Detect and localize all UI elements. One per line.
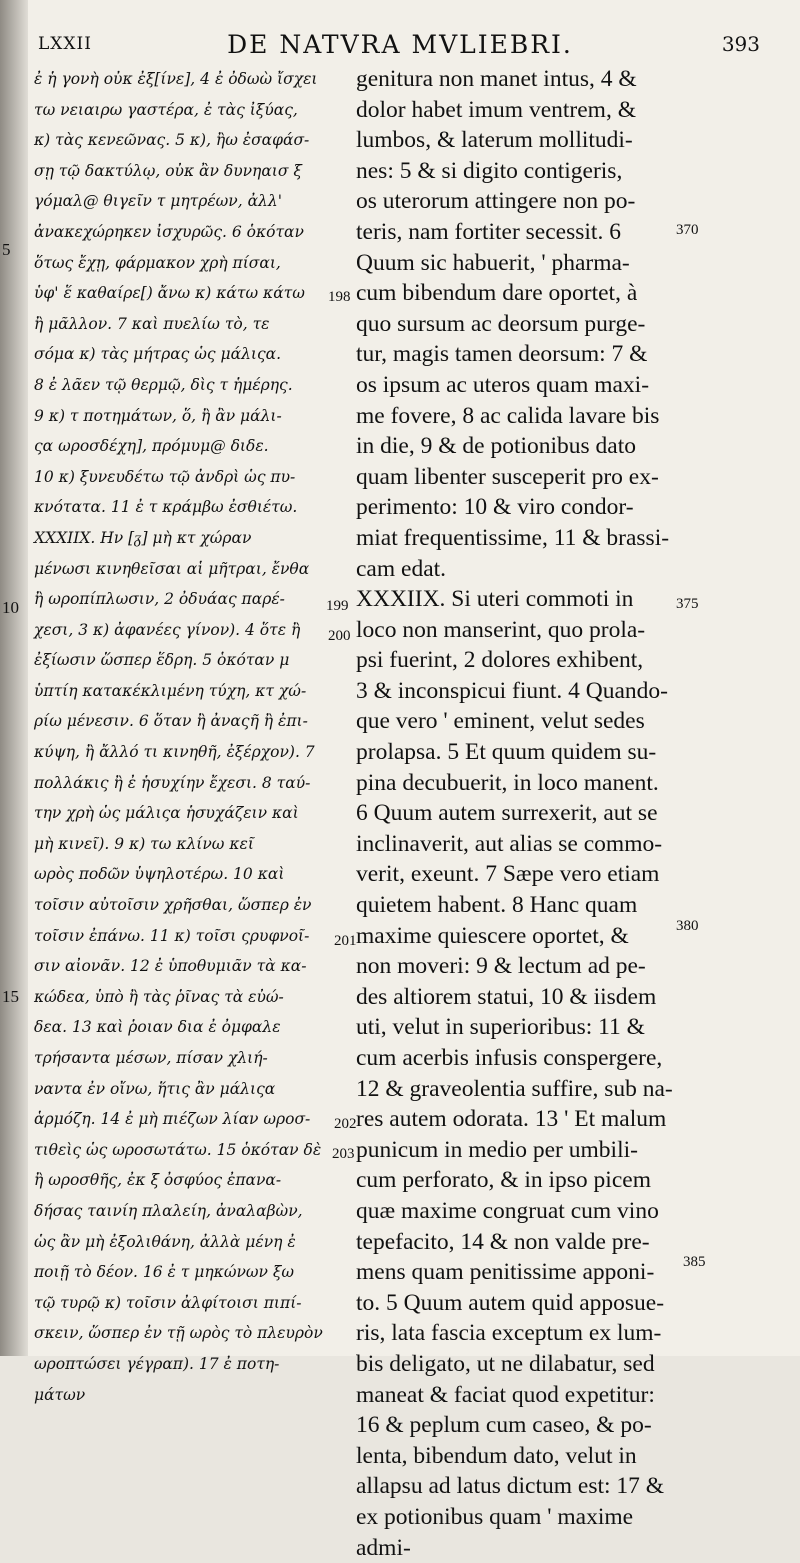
latin-text-line: perimento: 10 & viro condor-	[356, 492, 686, 523]
greek-text-line: ωροπτώσει γέγραπ). 17 ἐ ποτη-	[34, 1349, 344, 1380]
greek-text-line: ἢ ωροπίπλωσιν, 2 ὀδυάας παρέ-	[34, 584, 344, 615]
greek-text-line: χεσι, 3 κ) ἀφανέες γίνον). 4 ὅτε ἢ	[34, 615, 344, 646]
latin-text-line: me fovere, 8 ac calida lavare bis	[356, 401, 686, 432]
greek-text-line: δήσας ταινίη πλαλείη, ἀναλαβὼν,	[34, 1196, 344, 1227]
greek-line-number: 15	[2, 987, 19, 1007]
latin-text-line: XXXIIX. Si uteri commoti in	[356, 584, 686, 615]
latin-text-line: mens quam penitissime apponi-	[356, 1257, 686, 1288]
latin-text-line: quam libenter susceperit pro ex-	[356, 462, 686, 493]
greek-text-line: τοῖσιν αὐτοῖσιν χρῆσθαι, ὥσπερ ἐν	[34, 890, 344, 921]
greek-text-line: ωρὸς ποδῶν ὑψηλοτέρω. 10 καὶ	[34, 859, 344, 890]
greek-text-column	[34, 64, 344, 1410]
latin-text-line: tepefacito, 14 & non valde pre-	[356, 1227, 686, 1258]
latin-text-line: 16 & peplum cum caseo, & po-	[356, 1410, 686, 1441]
greek-text-line: 8 ἐ λᾶεν τῷ θερμῷ, δὶς τ ἡμέρης.	[34, 370, 344, 401]
latin-text-line: miat frequentissime, 11 & brassi-	[356, 523, 686, 554]
latin-text-line: os uterorum attingere non po-	[356, 186, 686, 217]
latin-text-line: psi fuerint, 2 dolores exhibent,	[356, 645, 686, 676]
greek-text-line: ἀνακεχώρηκεν ἰσχυρῶς. 6 ὁκόταν	[34, 217, 344, 248]
greek-reference-number: 200	[328, 628, 351, 645]
greek-text-line: ὑπτίη κατακέκλιμένη τύχη, κτ χώ-	[34, 676, 344, 707]
latin-text-line: lenta, bibendum dato, velut in	[356, 1441, 686, 1472]
latin-text-line: dolor habet imum ventrem, &	[356, 95, 686, 126]
greek-reference-number: 202	[334, 1116, 357, 1133]
greek-text-line: ὑφ' ἕ καθαίρε[) ἄνω κ) κάτω κάτω	[34, 278, 344, 309]
greek-text-line: κώδεα, ὑπὸ ἢ τὰς ῥῖνας τὰ εὐώ-	[34, 982, 344, 1013]
greek-text-line: ἐ ἡ γονὴ οὐκ ἐξ[ίνε], 4 ἐ ὀδωὼ ἴσχει	[34, 64, 344, 95]
greek-text-line: ναντα ἐν οἴνω, ἥτις ἂν μάλιςα	[34, 1074, 344, 1105]
latin-text-line: 3 & inconspicui fiunt. 4 Quando-	[356, 676, 686, 707]
greek-text-line: ὡς ἂν μὴ ἐξολιθάνη, ἀλλὰ μένη ἐ	[34, 1227, 344, 1258]
latin-text-line: ris, lata fascia exceptum ex lum-	[356, 1318, 686, 1349]
greek-text-line: την χρὴ ὡς μάλιςα ἡσυχάζειν καὶ	[34, 798, 344, 829]
latin-text-line: des altiorem statui, 10 & iisdem	[356, 982, 686, 1013]
latin-text-line: quo sursum ac deorsum purge-	[356, 309, 686, 340]
greek-line-number: 5	[2, 240, 11, 260]
greek-text-line: σκειν, ὥσπερ ἐν τῇ ωρὸς τὸ πλευρὸν	[34, 1318, 344, 1349]
latin-text-line: ex potionibus quam ' maxime	[356, 1502, 686, 1533]
latin-text-line: bis deligato, ut ne dilabatur, sed	[356, 1349, 686, 1380]
header-section-number: LXXII	[38, 34, 92, 54]
greek-text-line: τοῖσιν ἐπάνω. 11 κ) τοῖσι ςρυφνοῖ-	[34, 921, 344, 952]
greek-reference-number: 201	[334, 933, 357, 950]
latin-text-line: to. 5 Quum autem quid apposue-	[356, 1288, 686, 1319]
latin-text-line: cam edat.	[356, 554, 686, 585]
greek-text-line: μένωσι κινηθεῖσαι αἱ μῆτραι, ἔνθα	[34, 554, 344, 585]
greek-text-line: γόμαλ@ θιγεῖν τ μητρέων, ἀλλ'	[34, 186, 344, 217]
greek-text-line: τιθεὶς ὡς ωροσωτάτω. 15 ὁκόταν δὲ	[34, 1135, 344, 1166]
greek-text-line: τω νειαιρω γαστέρα, ἐ τὰς ἰξύας,	[34, 95, 344, 126]
latin-text-line: tur, magis tamen deorsum: 7 &	[356, 339, 686, 370]
greek-reference-number: 198	[328, 289, 351, 306]
latin-text-line: cum acerbis infusis conspergere,	[356, 1043, 686, 1074]
greek-text-line: τρήσαντα μέσων, πίσαν χλιή-	[34, 1043, 344, 1074]
greek-text-line: κ) τὰς κενεῶνας. 5 κ), ἢω ἐσαφάσ-	[34, 125, 344, 156]
greek-text-line: μὴ κινεῖ). 9 κ) τω κλίνω κεῖ	[34, 829, 344, 860]
latin-text-line: uti, velut in superioribus: 11 &	[356, 1012, 686, 1043]
latin-text-line: 6 Quum autem surrexerit, aut se	[356, 798, 686, 829]
greek-text-line: ποιῇ τὸ δέον. 16 ἐ τ μηκώνων ξω	[34, 1257, 344, 1288]
latin-text-line: allapsu ad latus dictum est: 17 &	[356, 1471, 686, 1502]
latin-text-column	[356, 64, 686, 1563]
latin-text-line: os ipsum ac uteros quam maxi-	[356, 370, 686, 401]
latin-text-line: loco non manserint, quo prola-	[356, 615, 686, 646]
greek-text-line: 9 κ) τ ποτημάτων, ὅ, ἢ ἂν μάλι-	[34, 401, 344, 432]
running-header	[0, 30, 800, 64]
greek-text-line: σόμα κ) τὰς μήτρας ὡς μάλιςα.	[34, 339, 344, 370]
latin-text-line: in die, 9 & de potionibus dato	[356, 431, 686, 462]
latin-text-line: admi-	[356, 1533, 686, 1563]
latin-text-line: non moveri: 9 & lectum ad pe-	[356, 951, 686, 982]
greek-text-line: XXXIIX. Ην [ᵹ] μὴ κτ χώραν	[34, 523, 344, 554]
greek-text-line: 10 κ) ξυνευδέτω τῷ ἀνδρὶ ὡς πυ-	[34, 462, 344, 493]
latin-text-line: res autem odorata. 13 ' Et malum	[356, 1104, 686, 1135]
latin-text-line: prolapsa. 5 Et quum quidem su-	[356, 737, 686, 768]
greek-line-number: 10	[2, 598, 19, 618]
greek-text-line: σῃ τῷ δακτύλῳ, οὐκ ἂν δυνηαισ ξ	[34, 156, 344, 187]
greek-text-line: πολλάκις ἢ ἐ ἡσυχίην ἔχεσι. 8 ταύ-	[34, 768, 344, 799]
latin-line-number: 370	[676, 222, 699, 239]
latin-line-number: 385	[683, 1254, 706, 1271]
greek-text-line: ὅτως ἔχῃ, φάρμακον χρὴ πίσαι,	[34, 248, 344, 279]
latin-text-line: quietem habent. 8 Hanc quam	[356, 890, 686, 921]
greek-reference-number: 199	[326, 598, 349, 615]
page-number: 393	[722, 32, 760, 56]
greek-text-line: ςα ωροσδέχη], πρόμυμ@ διδε.	[34, 431, 344, 462]
greek-text-line: ἐξίωσιν ὥσπερ ἕδρη. 5 ὁκόταν μ	[34, 645, 344, 676]
latin-text-line: lumbos, & laterum mollitudi-	[356, 125, 686, 156]
greek-text-line: ἁρμόζη. 14 ἐ μὴ πιέζων λίαν ωροσ-	[34, 1104, 344, 1135]
latin-text-line: cum bibendum dare oportet, à	[356, 278, 686, 309]
greek-text-line: ἢ ωροσθῆς, ἐκ ξ ὀσφύος ἐπανα-	[34, 1165, 344, 1196]
latin-text-line: teris, nam fortiter secessit. 6	[356, 217, 686, 248]
latin-line-number: 375	[676, 596, 699, 613]
latin-text-line: pina decubuerit, in loco manent.	[356, 768, 686, 799]
latin-text-line: Quum sic habuerit, ' pharma-	[356, 248, 686, 279]
latin-line-number: 380	[676, 918, 699, 935]
latin-text-line: genitura non manet intus, 4 &	[356, 64, 686, 95]
latin-text-line: inclinaverit, aut alias se commo-	[356, 829, 686, 860]
greek-text-line: σιν αἰονᾶν. 12 ἐ ὑποθυμιᾶν τὰ κα-	[34, 951, 344, 982]
latin-text-line: verit, exeunt. 7 Sæpe vero etiam	[356, 859, 686, 890]
latin-text-line: quæ maxime congruat cum vino	[356, 1196, 686, 1227]
latin-text-line: nes: 5 & si digito contigeris,	[356, 156, 686, 187]
latin-text-line: 12 & graveolentia suffire, sub na-	[356, 1074, 686, 1105]
latin-text-line: cum perforato, & in ipso picem	[356, 1165, 686, 1196]
greek-text-line: κύψη, ἢ ἄλλό τι κινηθῆ, ἐξέρχον). 7	[34, 737, 344, 768]
greek-text-line: ρίω μένεσιν. 6 ὅταν ἢ ἀναςῆ ἢ ἐπι-	[34, 706, 344, 737]
greek-text-line: κνότατα. 11 ἐ τ κράμβω ἐσθιέτω.	[34, 492, 344, 523]
page-gutter-shadow	[0, 0, 28, 1356]
latin-text-line: maneat & faciat quod expetitur:	[356, 1380, 686, 1411]
latin-text-line: punicum in medio per umbili-	[356, 1135, 686, 1166]
greek-text-line: μάτων	[34, 1380, 344, 1411]
latin-text-line: que vero ' eminent, velut sedes	[356, 706, 686, 737]
greek-text-line: δεα. 13 καὶ ῥοιαν δια ἐ ὀμφαλε	[34, 1012, 344, 1043]
greek-reference-number: 203	[332, 1146, 355, 1163]
header-title: DE NATVRA MVLIEBRI.	[0, 30, 800, 59]
latin-text-line: maxime quiescere oportet, &	[356, 921, 686, 952]
greek-text-line: τῷ τυρῷ κ) τοῖσιν ἀλφίτοισι πιπί-	[34, 1288, 344, 1319]
greek-text-line: ἢ μᾶλλον. 7 καὶ πυελίω τὸ, τε	[34, 309, 344, 340]
